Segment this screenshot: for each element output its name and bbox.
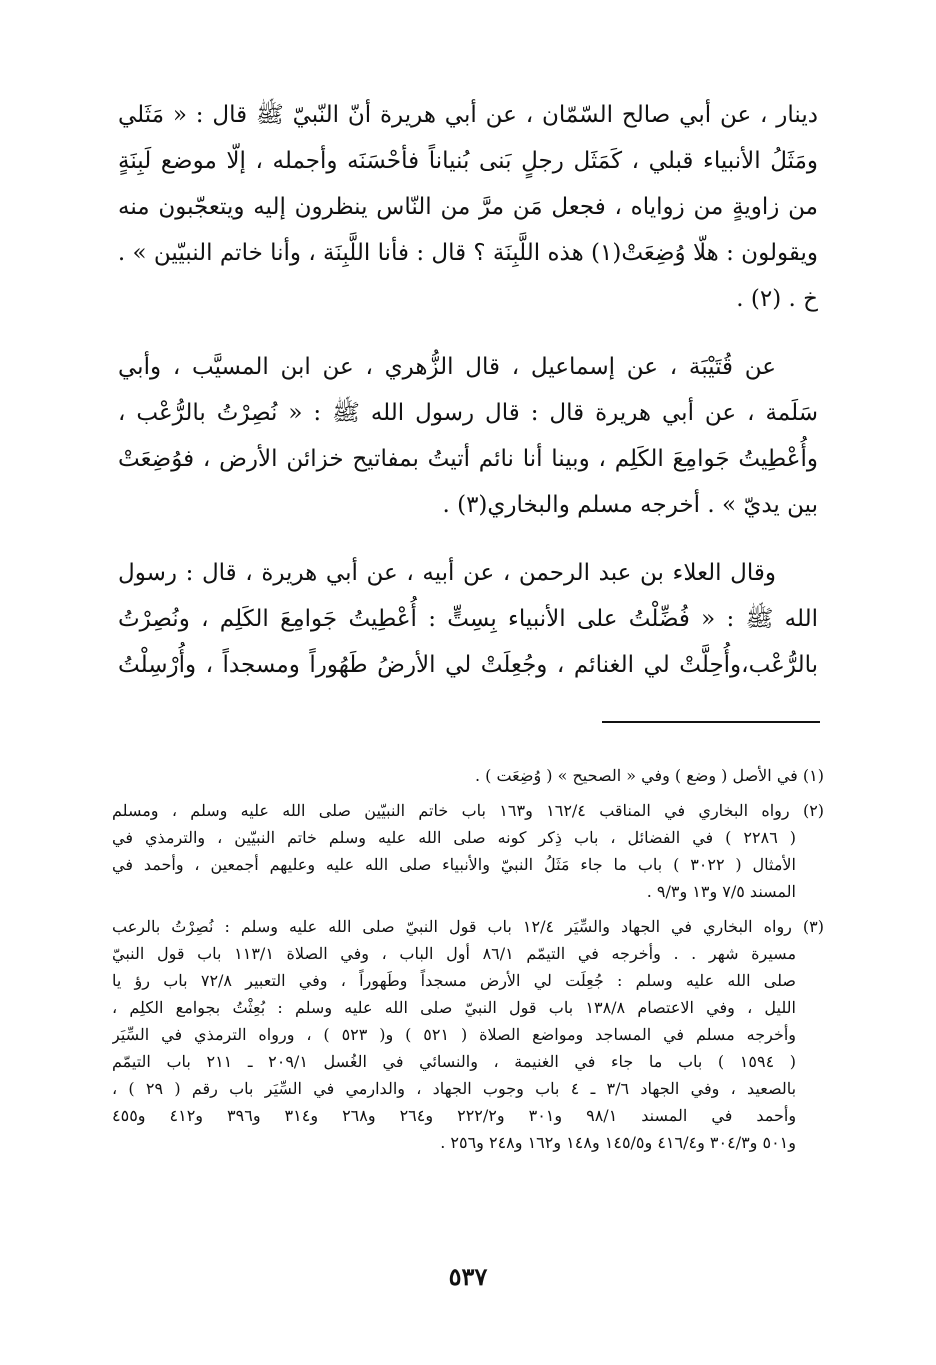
- footnote-line: (٢) رواه البخاري في المناقب ١٦٢/٤ و١٦٣ باب خاتم النبيّين صلى الله عليه وسلم ، ومسلم: [112, 801, 824, 820]
- text-line: الله ﷺ : « فُضِّلْتُ على الأنبياء بِسِتٍّ : أُعْطِيتُ جَوامِعَ الكَلِم ، ونُصِرْتُ: [118, 606, 818, 632]
- text-line: وقال العلاء بن عبد الرحمن ، عن أبيه ، عن أبي هريرة ، قال : رسول: [118, 560, 776, 586]
- text-line: خ . (٢) .: [736, 286, 818, 312]
- main-text: [118, 92, 818, 710]
- paragraph-2: [118, 344, 818, 528]
- footnote-line: بالصعيد ، وفي الجهاد ٣/٦ ـ ٤ باب وجوب الجهاد ، والدارمي في السِّيَر باب رقم ( ٢٩ ) ،: [112, 1079, 797, 1098]
- page-number: ٥٣٧: [448, 1262, 488, 1291]
- footnote-line: ( ٢٢٨٦ ) في الفضائل ، باب ذِكر كونه صلى الله عليه وسلم خاتم النبيّين ، والترمذي في: [112, 828, 797, 847]
- text-line: وأُعْطِيتُ جَوامِعَ الكَلِم ، وبينا أنا نائم أتيتُ بمفاتيح خزائن الأرض ، فوُضِعَتْ: [118, 446, 818, 472]
- text-line: بين يديّ » . أخرجه مسلم والبخاري(٣) .: [442, 492, 818, 518]
- text-line: ويقولون : هلّا وُضِعَتْ(١) هذه اللَّبِنَة ؟ قال : فأنا اللَّبِنَة ، وأنا خاتم النبيّين » .: [118, 240, 818, 266]
- text-line: من زاويةٍ من زواياه ، فجعل مَن مرَّ من النّاس ينظرون إليه ويتعجّبون منه: [118, 194, 818, 220]
- paragraph-1: [118, 92, 818, 322]
- footnote-line: صلى الله عليه وسلم : جُعِلَت لي الأرض مسجداً وطَهوراً ، وفي التعبير ٧٢/٨ باب رؤ يا: [112, 971, 797, 990]
- footnote-line: (٣) رواه البخاري في الجهاد والسِّيَر ١٢/٤ باب قول النبيّ صلى الله عليه وسلم : نُصِرْتُ بالرعب: [112, 917, 824, 936]
- text-line: بالرُّعْب،وأُحِلَّتْ لي الغنائم ، وجُعِلَتْ لي الأرضُ طَهُوراً ومسجداً ، وأُرْسِلْتُ: [118, 652, 818, 678]
- footnote-2: [112, 797, 824, 905]
- footnote-line: (١) في الأصل ( وضع ) وفي « الصحيح » ( وُضِعَت ) .: [474, 766, 824, 785]
- footnote-line: الليل ، وفي الاعتصام ١٣٨/٨ باب قول النبيّ صلى الله عليه وسلم : بُعِثْتُ بجوامع الكلِم ،: [112, 998, 796, 1017]
- text-line: عن قُتَيْبَة ، عن إسماعيل ، قال الزُّهري ، عن ابن المسيَّب ، وأبي: [118, 354, 776, 380]
- footnote-line: ( ١٥٩٤ ) باب ما جاء في الغنيمة ، والنسائي في الغُسل ٢٠٩/١ ـ ٢١١ باب التيمّم: [112, 1052, 796, 1071]
- footnote-line: مسيرة شهر . . وأخرجه في التيمّم ٨٦/١ أول الباب ، وفي الصلاة ١١٣/١ باب قول النبيّ: [112, 944, 797, 963]
- footnote-line: وأحمد في المسند ٩٨/١ و٣٠١ و٢٢٢/٢ و٢٦٤ و٢٦٨ و٣١٤ و٣٩٦ و٤١٢ و٤٥٥: [112, 1106, 797, 1125]
- text-line: ومَثَلُ الأنبياء قبلي ، كَمَثَل رجلٍ بَنى بُنياناً فأحْسَنَه وأجمله ، إلّا موضع لَبِنَةٍ: [118, 148, 818, 174]
- paragraph-3: [118, 550, 818, 688]
- text-line: سَلَمة ، عن أبي هريرة قال : قال رسول الله ﷺ : « نُصِرْتُ بالرُّعْب ،: [118, 400, 818, 426]
- footnote-line: المسند ٧/٥ و١٣ و٩/٣ .: [646, 882, 796, 901]
- footnote-3: [112, 913, 824, 1156]
- footnotes: [112, 762, 824, 1164]
- footnote-1: [112, 762, 824, 789]
- footnote-line: و٥٠١ و٣٠٤/٣ و٤١٦/٤ و١٤٥/٥ و١٤٨ و١٦٢ و٢٤٨ و٢٥٦ .: [440, 1133, 796, 1152]
- footnote-line: الأمثال ( ٣٠٢٢ ) باب ما جاء مَثَلُ النبيّ والأنبياء صلى الله عليه وعليهم أجمعين ، وأحمد في: [112, 855, 796, 874]
- text-line: دينار ، عن أبي صالح السّمّان ، عن أبي هريرة أنّ النّبيّ ﷺ قال : « مَثَلي: [118, 102, 818, 128]
- footnote-line: وأخرجه مسلم في المساجد ومواضع الصلاة ( ٥٢١ ) و( ٥٢٣ ) ، ورواه الترمذي في السِّيَر: [112, 1025, 797, 1044]
- footnote-divider: [602, 721, 820, 723]
